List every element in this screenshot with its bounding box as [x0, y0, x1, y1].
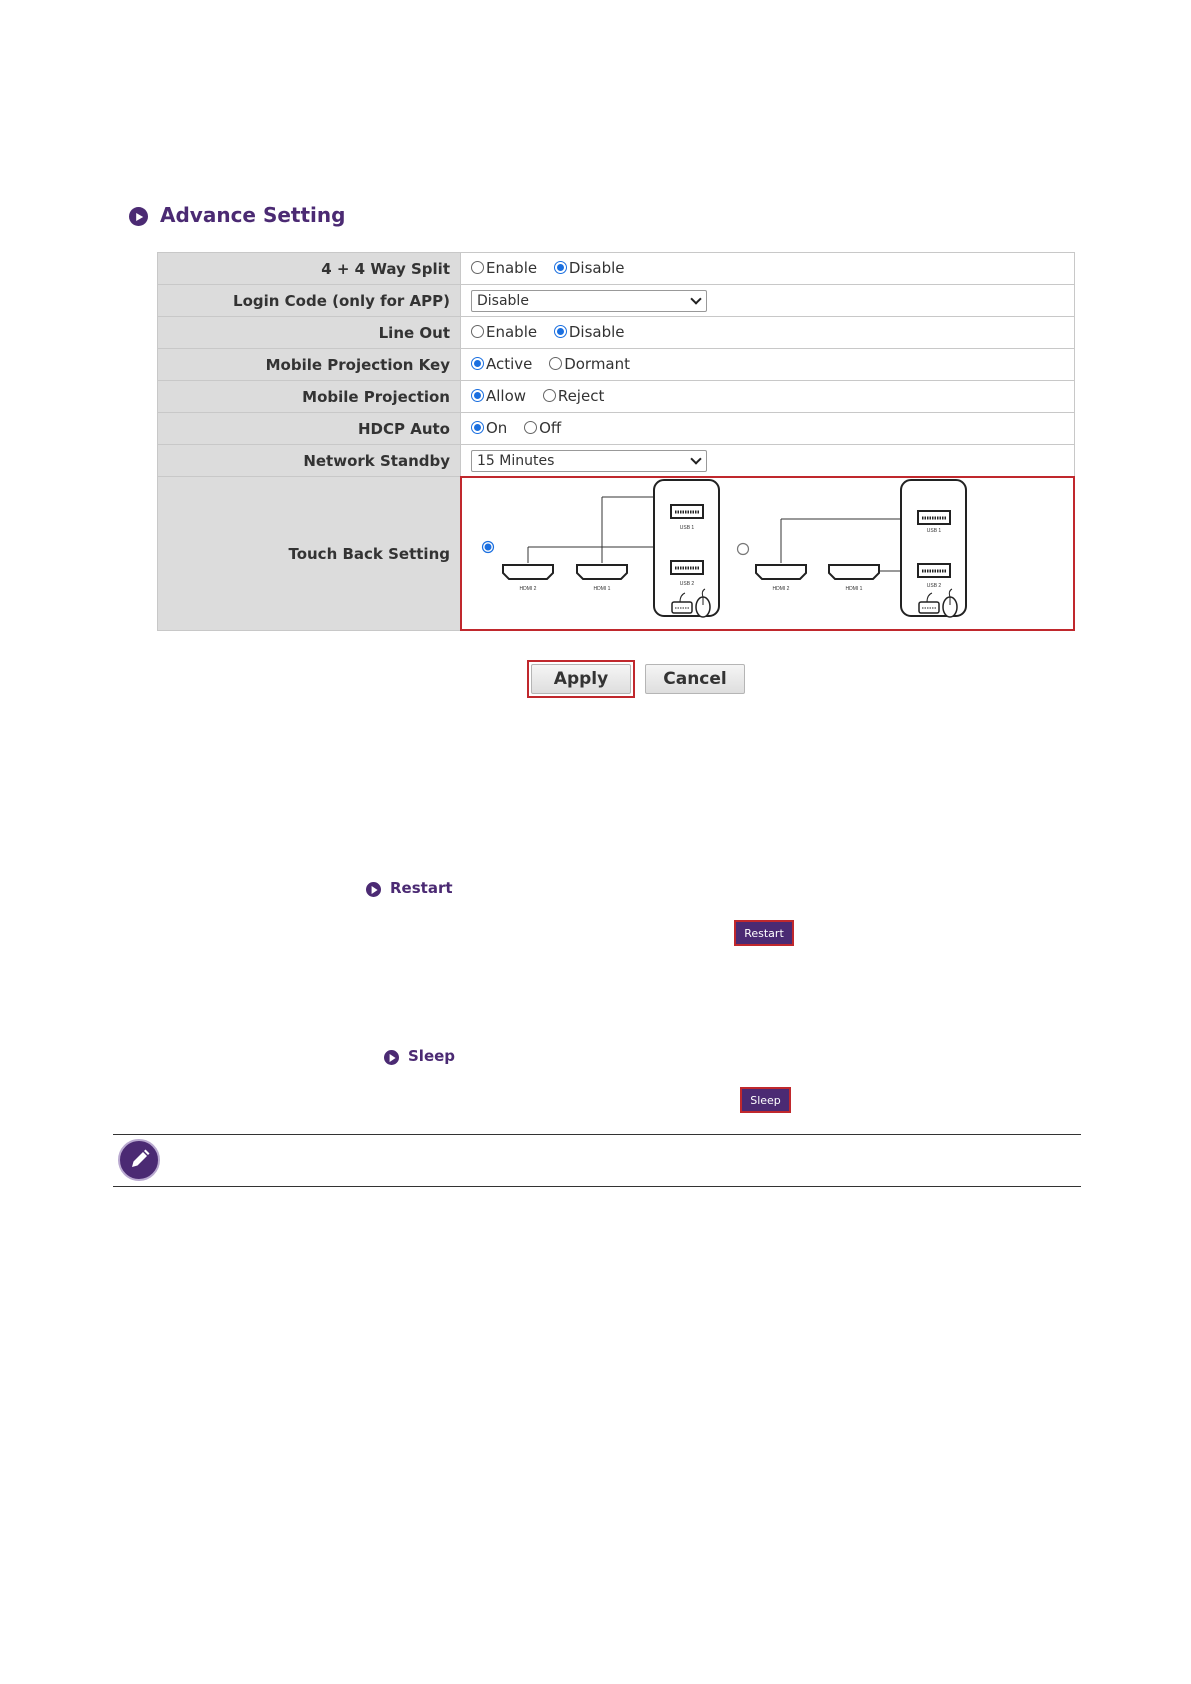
touch-option-left[interactable] [483, 480, 720, 617]
chevron-down-icon [690, 453, 701, 464]
select-value: 15 Minutes [477, 452, 555, 469]
radio-circle[interactable] [543, 389, 556, 402]
usb-label: USB 2 [679, 581, 695, 587]
note-bottom-rule [113, 1186, 1081, 1187]
row-login-code [158, 285, 1075, 317]
radio-on[interactable] [471, 419, 507, 437]
radio-enable[interactable] [471, 323, 537, 341]
restart-button[interactable]: Restart [734, 920, 794, 946]
hdmi-port-icon [829, 565, 879, 579]
radio-circle[interactable] [471, 261, 484, 274]
radio-circle[interactable] [471, 421, 484, 434]
hdmi-port-icon [503, 565, 553, 579]
note-top-rule [113, 1134, 1081, 1135]
usb-label: USB 1 [926, 528, 942, 534]
radio-circle[interactable] [471, 325, 484, 338]
section-title: Advance Setting [160, 203, 346, 227]
login-code-select[interactable] [471, 290, 707, 312]
cancel-button[interactable]: Cancel [645, 664, 745, 694]
hdmi-port-icon [577, 565, 627, 579]
pencil-glyph [120, 1141, 158, 1179]
row-label: HDCP Auto [158, 413, 461, 445]
row-label: Mobile Projection Key [158, 349, 461, 381]
radio-off[interactable] [524, 419, 561, 437]
radio-disable[interactable] [554, 259, 625, 277]
radio-disable[interactable] [554, 323, 625, 341]
hdmi-label: HDMI 1 [845, 586, 863, 592]
chevron-down-icon [690, 293, 701, 304]
radio-dot [485, 544, 492, 551]
row-touch-back-setting [158, 477, 1075, 631]
play-circle-icon [129, 207, 148, 226]
radio-circle[interactable] [738, 544, 749, 555]
touch-back-cell [461, 477, 1075, 631]
radio-label: On [486, 418, 508, 437]
row-label: Mobile Projection [158, 381, 461, 413]
row-label: Line Out [158, 317, 461, 349]
network-standby-select[interactable] [471, 450, 707, 472]
radio-allow[interactable] [471, 387, 526, 405]
radio-enable[interactable] [471, 259, 537, 277]
touch-option-right[interactable] [738, 480, 967, 617]
usb-label: USB 1 [679, 525, 695, 531]
row-hdcp-auto [158, 413, 1075, 445]
radio-circle[interactable] [554, 261, 567, 274]
radio-label: Allow [486, 386, 527, 405]
hdmi-label: HDMI 2 [772, 586, 790, 592]
usb-label: USB 2 [926, 583, 942, 589]
pencil-icon [118, 1139, 160, 1181]
radio-label: Disable [568, 258, 625, 277]
radio-label: Reject [557, 386, 605, 405]
panel-outline [654, 480, 719, 616]
row-network-standby [158, 445, 1075, 477]
touch-back-diagram [461, 477, 1081, 629]
row-mobile-projection-key [158, 349, 1075, 381]
play-circle-icon [384, 1050, 399, 1065]
sleep-button[interactable]: Sleep [740, 1087, 791, 1113]
hdmi-port-icon [756, 565, 806, 579]
row-label: 4 + 4 Way Split [158, 253, 461, 285]
radio-reject[interactable] [543, 387, 605, 405]
radio-circle[interactable] [549, 357, 562, 370]
hdmi-label: HDMI 2 [519, 586, 537, 592]
radio-active[interactable] [471, 355, 532, 373]
radio-circle[interactable] [554, 325, 567, 338]
radio-label: Enable [486, 322, 538, 341]
radio-label: Disable [568, 322, 625, 341]
panel-outline [901, 480, 966, 616]
settings-table [157, 252, 1075, 631]
row-mobile-projection [158, 381, 1075, 413]
radio-circle[interactable] [524, 421, 537, 434]
row-label: Network Standby [158, 445, 461, 477]
row-label: Login Code (only for APP) [158, 285, 461, 317]
radio-circle[interactable] [471, 389, 484, 402]
sleep-heading: Sleep [408, 1047, 456, 1065]
row-label: Touch Back Setting [158, 477, 461, 631]
row-line-out [158, 317, 1075, 349]
play-circle-icon [366, 882, 381, 897]
radio-label: Off [539, 418, 562, 437]
radio-label: Dormant [564, 354, 631, 373]
apply-button[interactable]: Apply [531, 664, 631, 694]
radio-label: Enable [486, 258, 538, 277]
hdmi-label: HDMI 1 [593, 586, 611, 592]
row-4-4-way-split [158, 253, 1075, 285]
restart-heading: Restart [390, 879, 453, 897]
radio-label: Active [486, 354, 533, 373]
radio-dormant[interactable] [549, 355, 630, 373]
radio-circle[interactable] [471, 357, 484, 370]
select-value: Disable [477, 292, 529, 309]
